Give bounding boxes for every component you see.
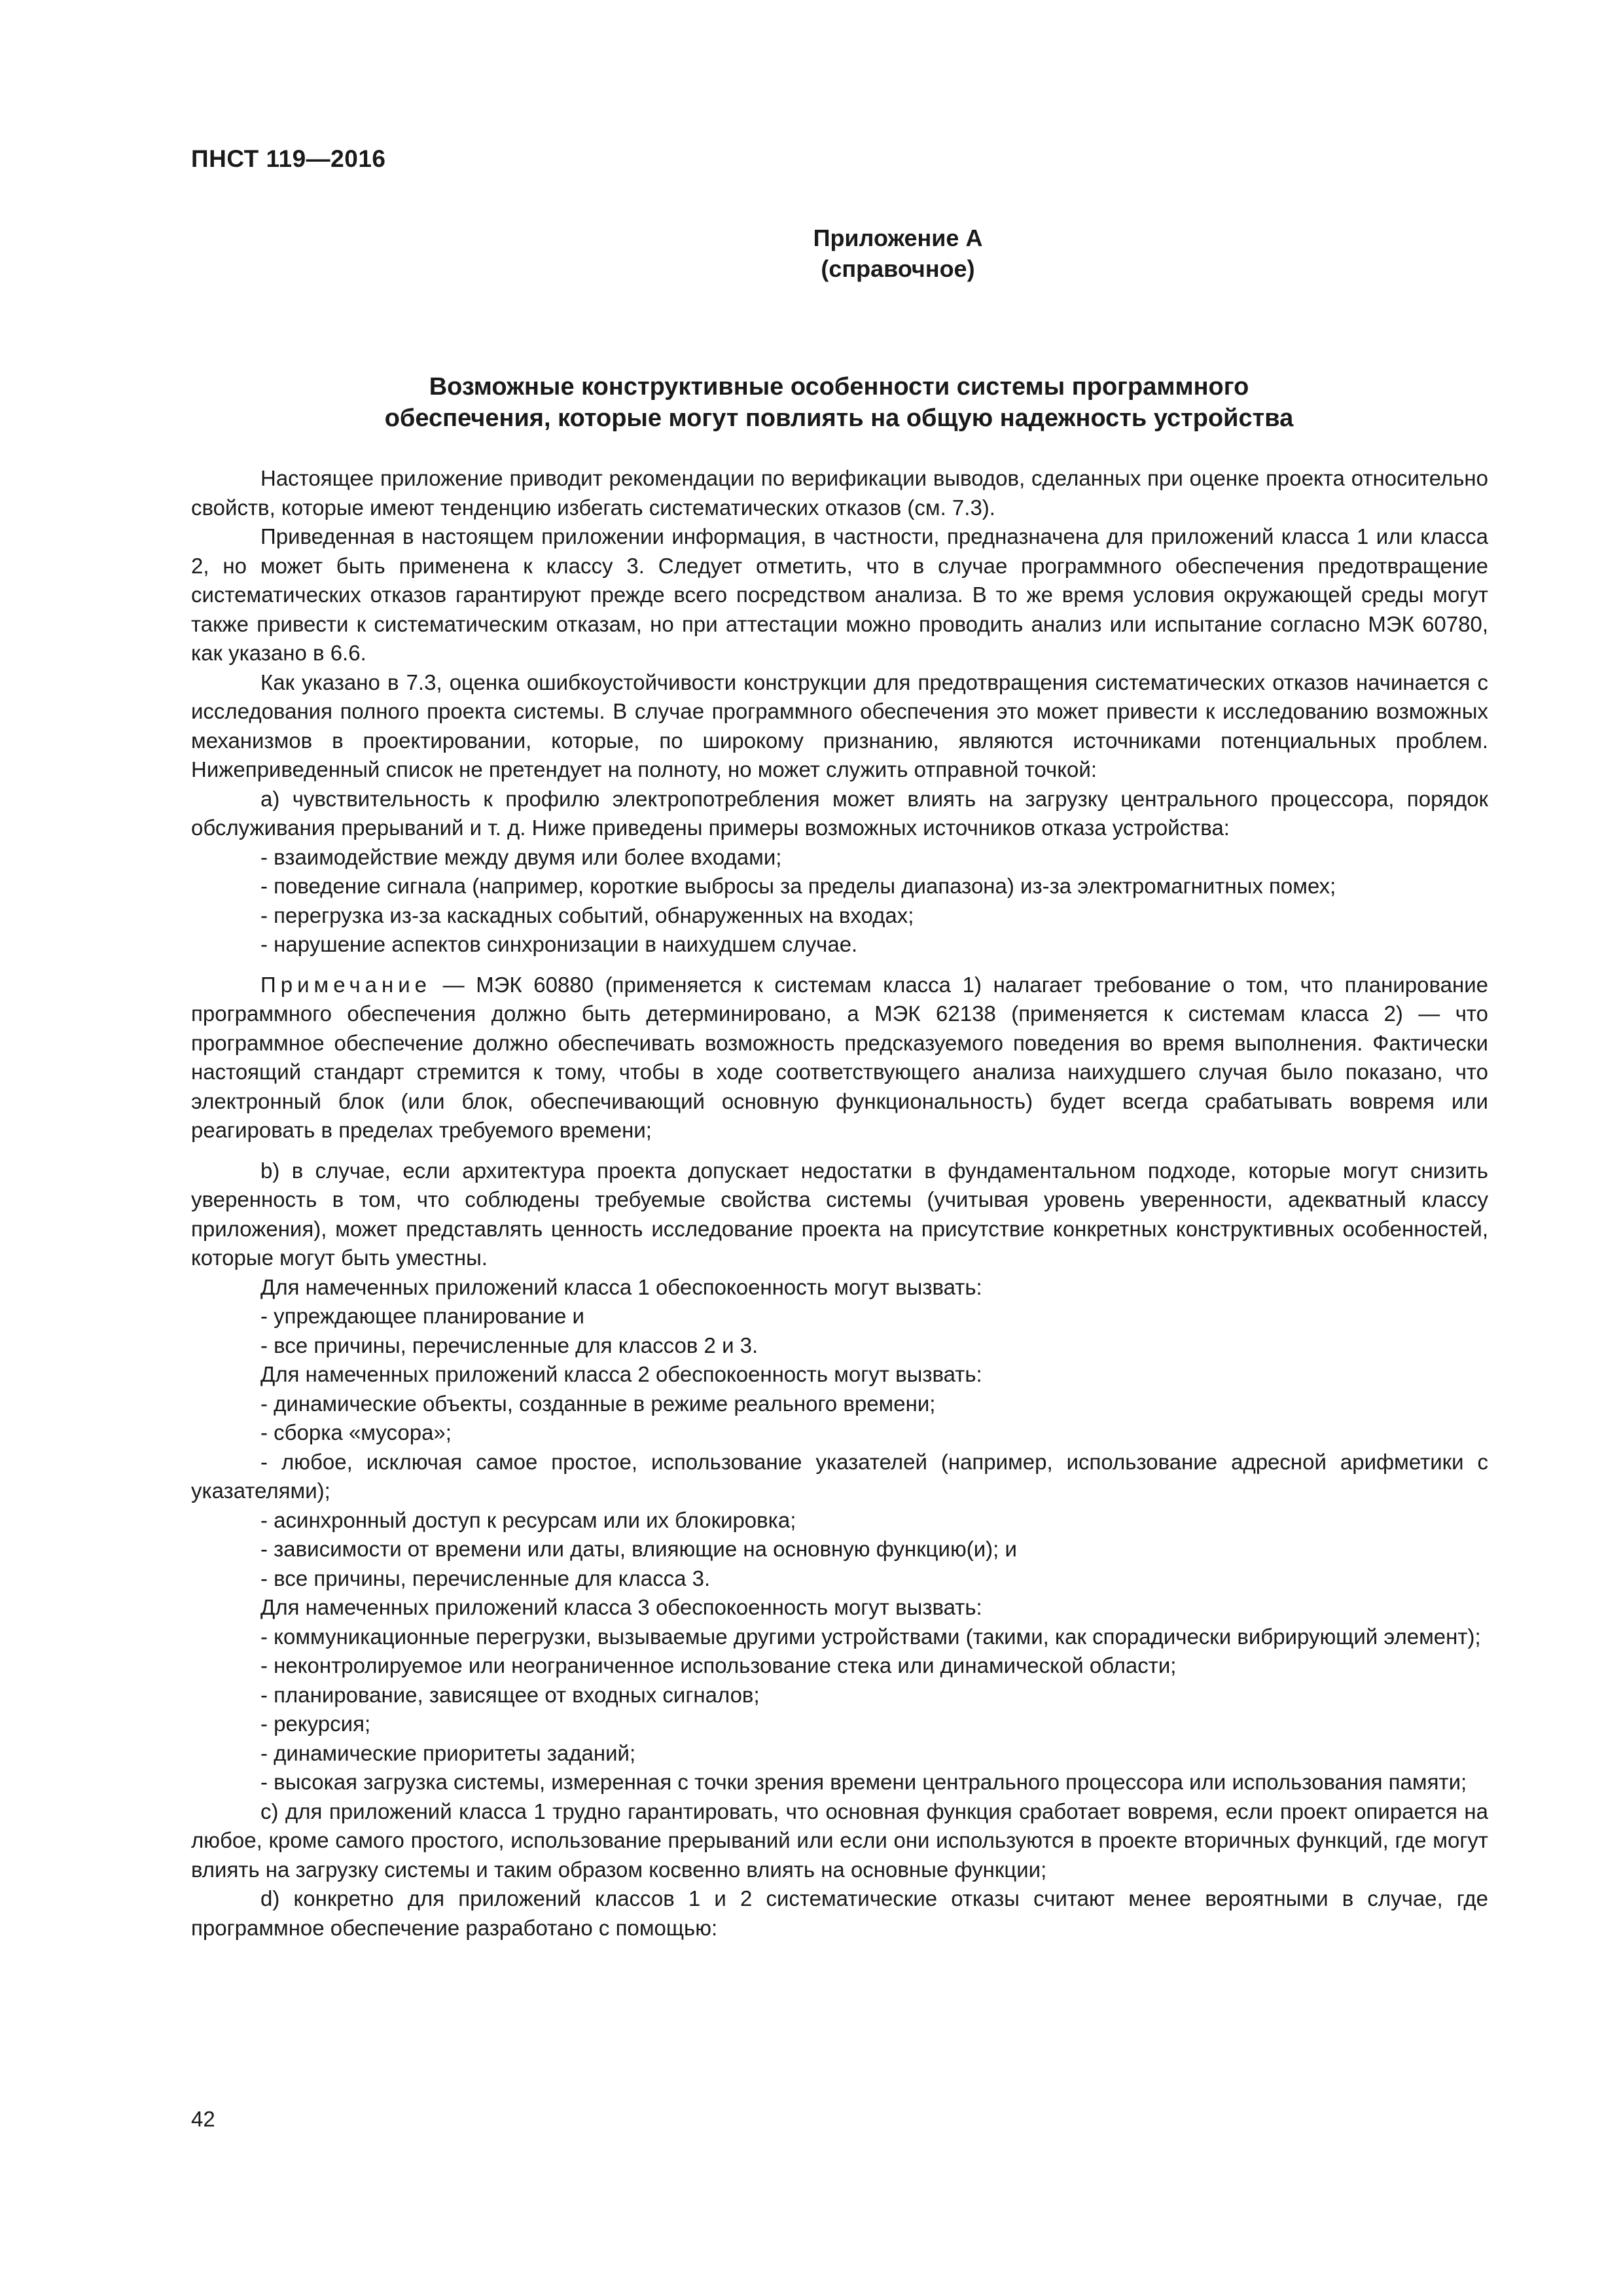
bullet-item: - высокая загрузка системы, измеренная с точки зрения времени центрального процессора или использования памяти; (260, 1770, 1467, 1794)
bullet-item: - любое, исключая самое простое, использование указателей (например, использование адресной арифметики с указателями); (191, 1449, 1488, 1503)
class2-intro: Для намеченных приложений класса 2 обеспокоенность могут вызвать: (260, 1362, 982, 1386)
document-body (191, 464, 1488, 1943)
class3-intro: Для намеченных приложений класса 3 обеспокоенность могут вызвать: (260, 1595, 982, 1619)
bullet-item: - асинхронный доступ к ресурсам или их блокировка; (260, 1507, 796, 1532)
list-item-a: a) чувствительность к профилю электропотребления может влиять на загрузку центрального процессора, порядок обслуживания прерываний и т. д. Ниже приведены примеры возможных источников отказа устройства: (191, 786, 1488, 840)
title-line-2: обеспечения, которые могут повлиять на общую надежность устройства (384, 404, 1294, 432)
appendix-heading (191, 223, 1487, 284)
document-code: ПНСТ 119—2016 (191, 145, 386, 172)
bullet-item: - взаимодействие между двумя или более входами; (260, 844, 782, 869)
list-item-b: b) в случае, если архитектура проекта допускает недостатки в фундаментальном подходе, которые могут снизить уверенность в том, что соблюдены требуемые свойства системы (учитывая уровень уверенности, адекватный классу приложения), может представлять ценность исследование проекта на присутствие конкретных конструктивных особенностей, которые могут быть уместны. (191, 1158, 1488, 1270)
note-text: — МЭК 60880 (применяется к системам класса 1) налагает требование о том, что планирование программного обеспечения должно быть детерминировано, а МЭК 62138 (применяется к системам класса 2) — что программное обеспечение должно обеспечивать возможность предсказуемого поведения во время выполнения. Фактически настоящий стандарт стремится к тому, чтобы в ходе соответствующего анализа наихудшего случая было показано, что электронный блок (или блок, обеспечивающий основную функциональность) будет всегда срабатывать вовремя или реагировать в пределах требуемого времени; (191, 972, 1488, 1142)
bullet-item: - динамические приоритеты заданий; (260, 1740, 636, 1765)
appendix-label: Приложение А (813, 224, 983, 251)
bullet-item: - упреждающее планирование и (260, 1304, 584, 1328)
bullet-item: - динамические объекты, созданные в режиме реального времени; (260, 1391, 936, 1416)
bullet-item: - неконтролируемое или неограниченное использование стека или динамической области; (260, 1653, 1177, 1677)
paragraph: Приведенная в настоящем приложении информация, в частности, предназначена для приложений класса 1 или класса 2, но может быть применена к классу 3. Следует отметить, что в случае программного обеспечения предотвращение систематических отказов гарантируют прежде всего посредством анализа. В то же время условия окружающей среды могут также привести к систематическим отказам, но при аттестации можно проводить анализ или испытание согласно МЭК 60780, как указано в 6.6. (191, 524, 1488, 665)
note-paragraph (191, 971, 1488, 1145)
bullet-item: - зависимости от времени или даты, влияющие на основную функцию(и); и (260, 1537, 1017, 1561)
list-item-d: d) конкретно для приложений классов 1 и 2 систематические отказы считают менее вероятными в случае, где программное обеспечение разработано с помощью: (191, 1886, 1488, 1940)
bullet-item: - коммуникационные перегрузки, вызываемые другими устройствами (такими, как спорадически вибрирующий элемент); (260, 1624, 1481, 1649)
paragraph: Настоящее приложение приводит рекомендации по верификации выводов, сделанных при оценке проекта относительно свойств, которые имеют тенденцию избегать систематических отказов (см. 7.3). (191, 466, 1488, 520)
bullet-item: - нарушение аспектов синхронизации в наихудшем случае. (260, 932, 858, 956)
title-line-1: Возможные конструктивные особенности системы программного (429, 373, 1249, 401)
list-item-c: c) для приложений класса 1 трудно гарантировать, что основная функция сработает вовремя, если проект опирается на любое, кроме самого простого, использование прерываний или если они используются в проекте вторичных функций, где могут влиять на загрузку системы и таким образом косвенно влиять на основные функции; (191, 1799, 1488, 1882)
appendix-kind: (справочное) (821, 255, 975, 282)
bullet-item: - сборка «мусора»; (260, 1420, 452, 1444)
paragraph: Как указано в 7.3, оценка ошибкоустойчивости конструкции для предотвращения систематических отказов начинается с исследования полного проекта системы. В случае программного обеспечения это может привести к исследованию возможных механизмов в проектировании, которые, по широкому признанию, являются источниками потенциальных проблем. Нижеприведенный список не претендует на полноту, но может служить отправной точкой: (191, 670, 1488, 781)
page-number: 42 (191, 2107, 215, 2131)
bullet-item: - планирование, зависящее от входных сигналов; (260, 1682, 760, 1707)
appendix-title (191, 371, 1487, 434)
bullet-item: - все причины, перечисленные для класса 3. (260, 1566, 711, 1590)
bullet-item: - перегрузка из-за каскадных событий, обнаруженных на входах; (260, 903, 914, 927)
class1-intro: Для намеченных приложений класса 1 обеспокоенность могут вызвать: (260, 1274, 982, 1299)
bullet-item: - рекурсия; (260, 1712, 371, 1736)
bullet-item: - все причины, перечисленные для классов 2 и 3. (260, 1333, 758, 1357)
bullet-item: - поведение сигнала (например, короткие выбросы за пределы диапазона) из-за электромагнитных помех; (260, 874, 1336, 898)
note-label: Примечание (260, 972, 432, 997)
